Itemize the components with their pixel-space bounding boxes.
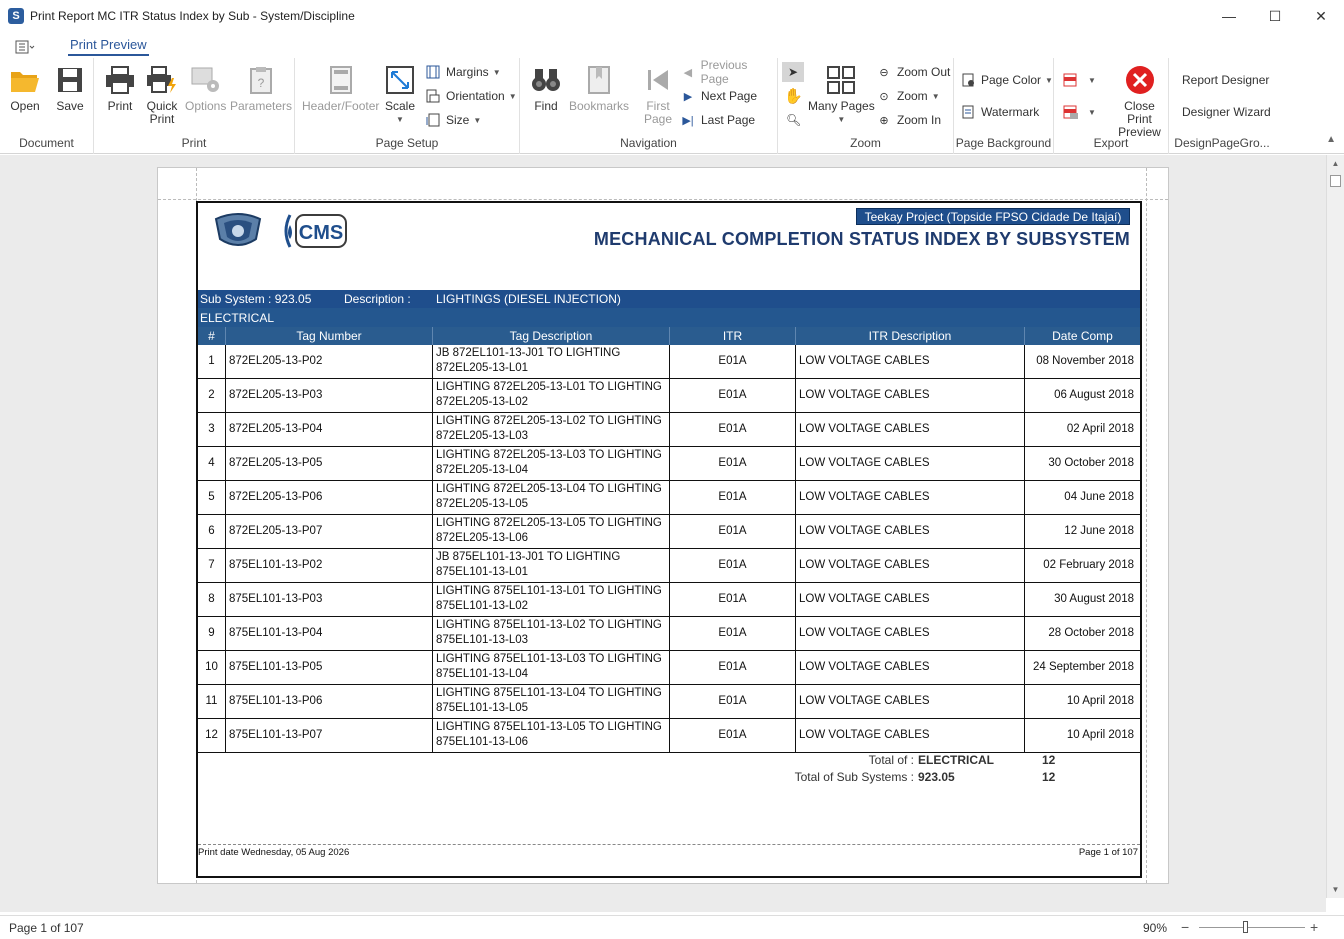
scroll-thumb[interactable] <box>1330 175 1341 187</box>
row-tag-description: LIGHTING 872EL205-13-L03 TO LIGHTING 872EL205-13-L04 <box>433 447 670 480</box>
zoom-percentage[interactable]: 90% <box>1143 921 1168 935</box>
row-itr-description: LOW VOLTAGE CABLES <box>796 617 1025 650</box>
scale-button[interactable]: Scale ▼ <box>384 64 416 126</box>
folder-open-icon <box>9 64 41 96</box>
report-content <box>196 201 1142 878</box>
row-itr-description: LOW VOLTAGE CABLES <box>796 379 1025 412</box>
company-shield-logo <box>210 211 266 251</box>
many-pages-icon <box>825 64 857 96</box>
row-number: 12 <box>198 719 226 752</box>
group-export <box>1054 58 1169 154</box>
total-of-label: Total of : <box>868 753 914 767</box>
close-window-button[interactable]: ✕ <box>1315 7 1327 24</box>
app-icon: S <box>8 8 24 24</box>
first-page-icon <box>642 64 674 96</box>
next-page-button[interactable]: ▶ Next Page <box>680 86 757 106</box>
row-tag-number: 875EL101-13-P02 <box>226 549 433 582</box>
scroll-up-icon[interactable]: ▲ <box>1331 159 1340 168</box>
group-label-page-setup: Page Setup <box>375 136 439 150</box>
right-margin-guide <box>1146 168 1147 883</box>
header-footer-icon <box>325 64 357 96</box>
col-header-date-comp: Date Comp <box>1052 329 1113 343</box>
zoom-in-button[interactable]: ⊕ Zoom In <box>876 110 941 130</box>
table-body <box>198 345 1140 753</box>
table-row <box>198 447 1140 481</box>
table-row <box>198 481 1140 515</box>
hand-icon: ✋ <box>784 88 803 105</box>
col-header-itr: ITR <box>670 327 796 345</box>
ribbon-menu-icon[interactable] <box>12 36 38 58</box>
group-label-zoom: Zoom <box>850 136 881 150</box>
report-designer-button[interactable]: Report Designer <box>1182 73 1270 87</box>
zoom-slider-track[interactable] <box>1199 927 1305 928</box>
row-number: 1 <box>198 345 226 378</box>
row-tag-description: LIGHTING 875EL101-13-L04 TO LIGHTING 875EL101-13-L05 <box>433 685 670 718</box>
row-tag-number: 872EL205-13-P03 <box>226 379 433 412</box>
quick-print-button[interactable]: Quick Print <box>146 64 178 126</box>
row-tag-number: 875EL101-13-P06 <box>226 685 433 718</box>
group-page-setup <box>295 58 520 154</box>
row-date-comp: 30 August 2018 <box>1054 593 1134 605</box>
binoculars-icon <box>530 64 562 96</box>
report-title: MECHANICAL COMPLETION STATUS INDEX BY SUBSYSTEM <box>593 229 1130 249</box>
row-itr-description: LOW VOLTAGE CABLES <box>796 345 1025 378</box>
zoom-slider-thumb[interactable] <box>1243 921 1248 933</box>
row-itr: E01A <box>670 379 796 412</box>
export-document-icon <box>1063 72 1079 88</box>
collapse-ribbon-icon[interactable]: ▲ <box>1326 134 1336 145</box>
cms-logo <box>280 209 348 253</box>
group-navigation <box>520 58 778 154</box>
group-print <box>94 58 295 154</box>
pointer-icon: ➤ <box>787 65 799 79</box>
group-label-document: Document <box>19 136 74 150</box>
row-tag-number: 875EL101-13-P03 <box>226 583 433 616</box>
total-of-subsystems <box>758 770 1055 784</box>
options-button[interactable]: Options <box>185 64 226 113</box>
group-label-print: Print <box>181 136 207 150</box>
row-itr-description: LOW VOLTAGE CABLES <box>796 447 1025 480</box>
description-value: LIGHTINGS (DIESEL INJECTION) <box>436 292 621 306</box>
footer-divider <box>198 844 1140 845</box>
group-zoom <box>778 58 954 154</box>
watermark-button[interactable]: Watermark <box>960 102 1039 122</box>
subsystem-label: Sub System : 923.05 <box>200 292 312 306</box>
table-row <box>198 345 1140 379</box>
row-tag-number: 872EL205-13-P04 <box>226 413 433 446</box>
table-row <box>198 719 1140 753</box>
svg-text:CMS: CMS <box>298 222 344 244</box>
row-number: 6 <box>198 515 226 548</box>
size-icon <box>425 112 441 128</box>
row-tag-number: 872EL205-13-P05 <box>226 447 433 480</box>
parameters-button[interactable]: ? Parameters <box>230 64 292 113</box>
subsystem-bar <box>198 290 1140 308</box>
group-label-navigation: Navigation <box>620 136 677 150</box>
close-print-preview-button[interactable]: Close Print Preview <box>1111 64 1168 139</box>
previous-arrow-icon: ◀ <box>683 66 693 79</box>
row-tag-number: 872EL205-13-P06 <box>226 481 433 514</box>
save-icon <box>54 64 86 96</box>
minimize-button[interactable]: — <box>1222 8 1236 24</box>
row-tag-description: LIGHTING 875EL101-13-L05 TO LIGHTING 875EL101-13-L06 <box>433 719 670 752</box>
row-itr-description: LOW VOLTAGE CABLES <box>796 651 1025 684</box>
save-button[interactable]: Save <box>54 64 86 113</box>
row-tag-description: JB 872EL101-13-J01 TO LIGHTING 872EL205-13-L01 <box>433 345 670 378</box>
row-itr-description: LOW VOLTAGE CABLES <box>796 685 1025 718</box>
row-date-comp: 30 October 2018 <box>1048 457 1134 469</box>
designer-wizard-button[interactable]: Designer Wizard <box>1182 105 1271 119</box>
open-button[interactable]: Open <box>9 64 41 113</box>
table-row <box>198 413 1140 447</box>
zoom-plus-icon[interactable]: + <box>1310 919 1319 935</box>
parameters-icon <box>245 64 277 96</box>
table-row <box>198 651 1140 685</box>
title-bar <box>0 0 1344 32</box>
total-of-discipline <box>758 753 1055 767</box>
row-itr: E01A <box>670 515 796 548</box>
row-number: 4 <box>198 447 226 480</box>
orientation-button[interactable]: Orientation ▼ <box>425 86 517 106</box>
row-number: 11 <box>198 685 226 718</box>
previous-page-button[interactable]: ◀ Previous Page <box>680 62 777 82</box>
row-number: 5 <box>198 481 226 514</box>
print-button[interactable]: Print <box>104 64 136 113</box>
row-number: 9 <box>198 617 226 650</box>
row-itr-description: LOW VOLTAGE CABLES <box>796 719 1025 752</box>
row-itr: E01A <box>670 583 796 616</box>
group-design <box>1169 58 1275 154</box>
total-sub-value: 12 <box>1042 770 1056 784</box>
group-label-page-background: Page Background <box>955 136 1052 150</box>
row-tag-description: LIGHTING 875EL101-13-L03 TO LIGHTING 875EL101-13-L04 <box>433 651 670 684</box>
discipline-bar <box>198 308 1140 327</box>
status-page-indicator: Page 1 of 107 <box>9 920 84 935</box>
table-row <box>198 515 1140 549</box>
footer-page-number: Page 1 of 107 <box>1078 847 1138 858</box>
row-date-comp: 02 April 2018 <box>1066 423 1134 435</box>
row-tag-number: 872EL205-13-P07 <box>226 515 433 548</box>
row-itr: E01A <box>670 685 796 718</box>
header-footer-button[interactable]: Header/Footer <box>302 64 379 113</box>
send-email-button[interactable]: ▼ <box>1063 102 1096 122</box>
bookmarks-button[interactable]: Bookmarks <box>569 64 629 113</box>
row-date-comp: 10 April 2018 <box>1066 695 1134 707</box>
row-number: 8 <box>198 583 226 616</box>
maximize-button[interactable]: ☐ <box>1268 7 1282 24</box>
row-itr-description: LOW VOLTAGE CABLES <box>796 413 1025 446</box>
top-margin-guide <box>158 199 1168 200</box>
total-sub-label: Total of Sub Systems : <box>794 770 914 784</box>
col-header-tag-number: Tag Number <box>226 327 433 345</box>
row-itr: E01A <box>670 481 796 514</box>
col-header-tag-description: Tag Description <box>433 327 670 345</box>
margins-button[interactable]: Margins ▼ <box>425 62 501 82</box>
next-arrow-icon: ▶ <box>683 90 693 103</box>
zoom-minus-icon[interactable]: − <box>1181 919 1190 935</box>
window-title: Print Report MC ITR Status Index by Sub - System/Discipline <box>30 8 355 23</box>
zoom-out-button[interactable]: ⊖ Zoom Out <box>876 62 950 82</box>
table-row <box>198 685 1140 719</box>
row-itr-description: LOW VOLTAGE CABLES <box>796 549 1025 582</box>
project-name-box: Teekay Project (Topside FPSO Cidade De Itajaí) <box>856 208 1130 225</box>
row-tag-description: LIGHTING 872EL205-13-L04 TO LIGHTING 872EL205-13-L05 <box>433 481 670 514</box>
group-label-export: Export <box>1093 136 1129 150</box>
zoom-dropdown-button[interactable]: ⊙ Zoom ▼ <box>876 86 940 106</box>
ribbon <box>0 58 1344 154</box>
hand-tool-button[interactable] <box>784 86 803 106</box>
options-gear-icon <box>190 64 222 96</box>
row-number: 10 <box>198 651 226 684</box>
row-itr: E01A <box>670 719 796 752</box>
svg-text:?: ? <box>257 76 265 90</box>
row-tag-description: LIGHTING 875EL101-13-L02 TO LIGHTING 875EL101-13-L03 <box>433 617 670 650</box>
zoom-in-icon: ⊕ <box>879 114 889 127</box>
first-page-button[interactable]: First Page <box>642 64 674 126</box>
quick-printer-icon <box>146 64 178 96</box>
row-tag-number: 872EL205-13-P02 <box>226 345 433 378</box>
row-date-comp: 06 August 2018 <box>1054 389 1134 401</box>
margins-icon <box>425 64 441 80</box>
vertical-scrollbar[interactable] <box>1326 155 1344 898</box>
last-page-button[interactable]: ▶| Last Page <box>680 110 755 130</box>
page-color-icon <box>960 72 976 88</box>
row-itr-description: LOW VOLTAGE CABLES <box>796 515 1025 548</box>
row-itr-description: LOW VOLTAGE CABLES <box>796 583 1025 616</box>
discipline-label: ELECTRICAL <box>200 310 275 325</box>
row-date-comp: 28 October 2018 <box>1048 627 1134 639</box>
watermark-icon <box>960 104 976 120</box>
row-tag-number: 875EL101-13-P05 <box>226 651 433 684</box>
report-page <box>157 167 1169 884</box>
bookmarks-icon <box>583 64 615 96</box>
size-button[interactable]: Size ▼ <box>425 110 481 130</box>
row-tag-description: JB 875EL101-13-J01 TO LIGHTING 875EL101-13-L01 <box>433 549 670 582</box>
scroll-down-icon[interactable]: ▼ <box>1331 885 1340 894</box>
row-date-comp: 04 June 2018 <box>1064 491 1134 503</box>
row-date-comp: 12 June 2018 <box>1064 525 1134 537</box>
row-number: 2 <box>198 379 226 412</box>
row-date-comp: 02 February 2018 <box>1043 559 1134 571</box>
last-page-icon: ▶| <box>682 114 694 127</box>
page-color-button[interactable]: Page Color ▼ <box>960 70 1053 90</box>
find-button[interactable]: Find <box>530 64 562 113</box>
row-itr: E01A <box>670 549 796 582</box>
orientation-icon <box>425 88 441 104</box>
total-of-value: 12 <box>1042 753 1056 767</box>
table-header <box>198 327 1140 345</box>
preview-area[interactable] <box>0 155 1326 912</box>
group-label-design: DesignPageGro... <box>1174 136 1270 150</box>
close-circle-icon <box>1124 64 1156 96</box>
row-number: 7 <box>198 549 226 582</box>
description-label: Description : <box>344 292 411 306</box>
table-row <box>198 379 1140 413</box>
status-bar <box>0 915 1344 939</box>
printer-icon <box>104 64 136 96</box>
tab-print-preview[interactable]: Print Preview <box>68 37 149 56</box>
pointer-tool-button[interactable] <box>782 62 804 82</box>
row-tag-description: LIGHTING 872EL205-13-L05 TO LIGHTING 872EL205-13-L06 <box>433 515 670 548</box>
scale-icon <box>384 64 416 96</box>
row-itr-description: LOW VOLTAGE CABLES <box>796 481 1025 514</box>
total-sub-name: 923.05 <box>918 770 955 784</box>
group-document <box>0 58 94 154</box>
row-tag-number: 875EL101-13-P04 <box>226 617 433 650</box>
table-row <box>198 549 1140 583</box>
export-pdf-button[interactable]: ▼ <box>1063 70 1096 90</box>
row-itr: E01A <box>670 413 796 446</box>
print-date: Print date Wednesday, 05 Aug 2026 <box>198 847 350 858</box>
table-row <box>198 583 1140 617</box>
row-number: 3 <box>198 413 226 446</box>
col-header-itr-description: ITR Description <box>796 327 1025 345</box>
magnifier-tool-button[interactable] <box>786 110 801 130</box>
row-itr: E01A <box>670 651 796 684</box>
row-tag-number: 875EL101-13-P07 <box>226 719 433 752</box>
table-row <box>198 617 1140 651</box>
many-pages-button[interactable]: Many Pages ▼ <box>808 64 875 126</box>
zoom-icon: ⊙ <box>879 90 889 103</box>
group-page-background <box>954 58 1054 154</box>
row-date-comp: 10 April 2018 <box>1066 729 1134 741</box>
row-tag-description: LIGHTING 872EL205-13-L01 TO LIGHTING 872EL205-13-L02 <box>433 379 670 412</box>
row-date-comp: 08 November 2018 <box>1036 355 1134 367</box>
magnifier-icon: 🔍︎ <box>786 113 802 127</box>
row-tag-description: LIGHTING 875EL101-13-L01 TO LIGHTING 875EL101-13-L02 <box>433 583 670 616</box>
row-itr: E01A <box>670 617 796 650</box>
row-tag-description: LIGHTING 872EL205-13-L02 TO LIGHTING 872EL205-13-L03 <box>433 413 670 446</box>
email-document-icon <box>1063 104 1079 120</box>
row-date-comp: 24 September 2018 <box>1032 661 1134 673</box>
row-itr: E01A <box>670 447 796 480</box>
total-of-name: ELECTRICAL <box>918 753 994 767</box>
zoom-out-icon: ⊖ <box>879 66 889 79</box>
col-header-number: # <box>198 327 226 345</box>
row-itr: E01A <box>670 345 796 378</box>
